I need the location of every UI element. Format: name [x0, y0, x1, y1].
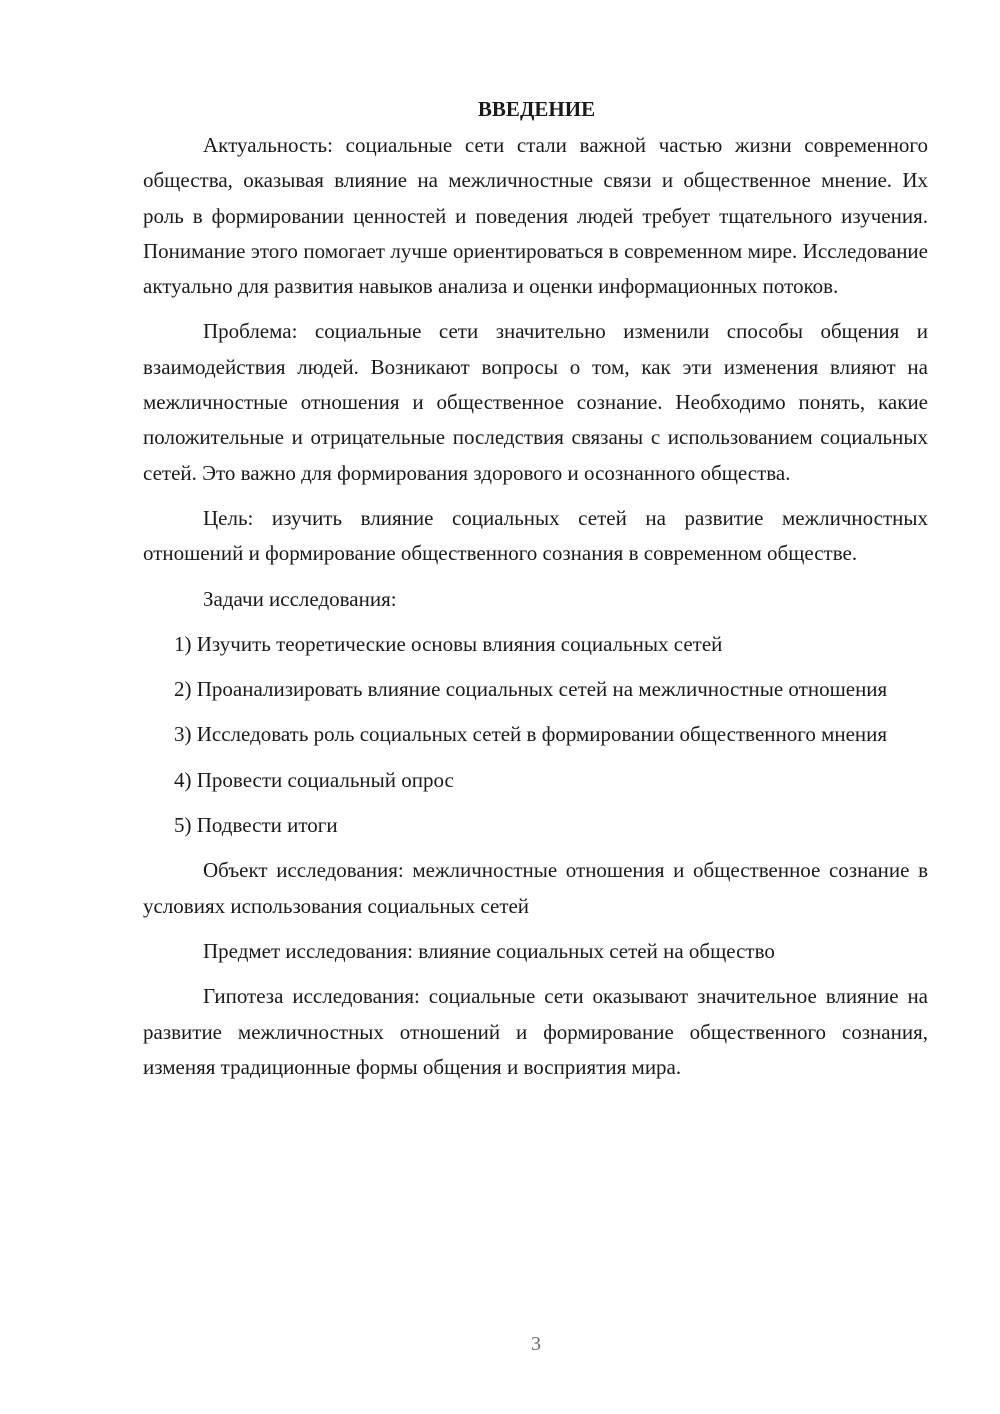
- hypothesis-paragraph: Гипотеза исследования: социальные сети оказывают значительное влияние на развитие межличностных отношений и формирование общественного сознания, изменяя традиционные формы общения и восприятия мира.: [143, 984, 928, 1079]
- section-heading: ВВЕДЕНИЕ: [477, 97, 596, 121]
- relevance-paragraph: Актуальность: социальные сети стали важной частью жизни современного общества, оказывая влияние на межличностные связи и общественное мнение. Их роль в формировании ценностей и поведения людей требует тщательного изучения. Понимание этого помогает лучше ориентироваться в современном мире. Исследование актуально для развития навыков анализа и оценки информационных потоков.: [143, 133, 928, 299]
- task-item-5: 5) Подвести итоги: [174, 813, 338, 838]
- page-number: 3: [531, 1333, 541, 1355]
- task-item-2: 2) Проанализировать влияние социальных сетей на межличностные отношения: [174, 677, 888, 702]
- document-page: [143, 94, 928, 1095]
- subject-paragraph: Предмет исследования: влияние социальных сетей на общество: [203, 938, 775, 963]
- goal-paragraph: Цель: изучить влияние социальных сетей на развитие межличностных отношений и формирование общественного сознания в современном обществе.: [143, 505, 928, 566]
- task-item-4: 4) Провести социальный опрос: [174, 767, 454, 792]
- problem-paragraph: Проблема: социальные сети значительно изменили способы общения и взаимодействия людей. Возникают вопросы о том, как эти изменения влияют на межличностные отношения и общественное сознание. Необходимо понять, какие положительные и отрицательные последствия связаны с использованием социальных сетей. Это важно для формирования здорового и осознанного общества.: [143, 319, 928, 485]
- task-item-3: 3) Исследовать роль социальных сетей в формировании общественного мнения: [174, 722, 888, 747]
- task-item-1: 1) Изучить теоретические основы влияния социальных сетей: [174, 631, 723, 656]
- object-paragraph: Объект исследования: межличностные отношения и общественное сознание в условиях использования социальных сетей: [143, 858, 928, 918]
- tasks-title: Задачи исследования:: [203, 586, 397, 611]
